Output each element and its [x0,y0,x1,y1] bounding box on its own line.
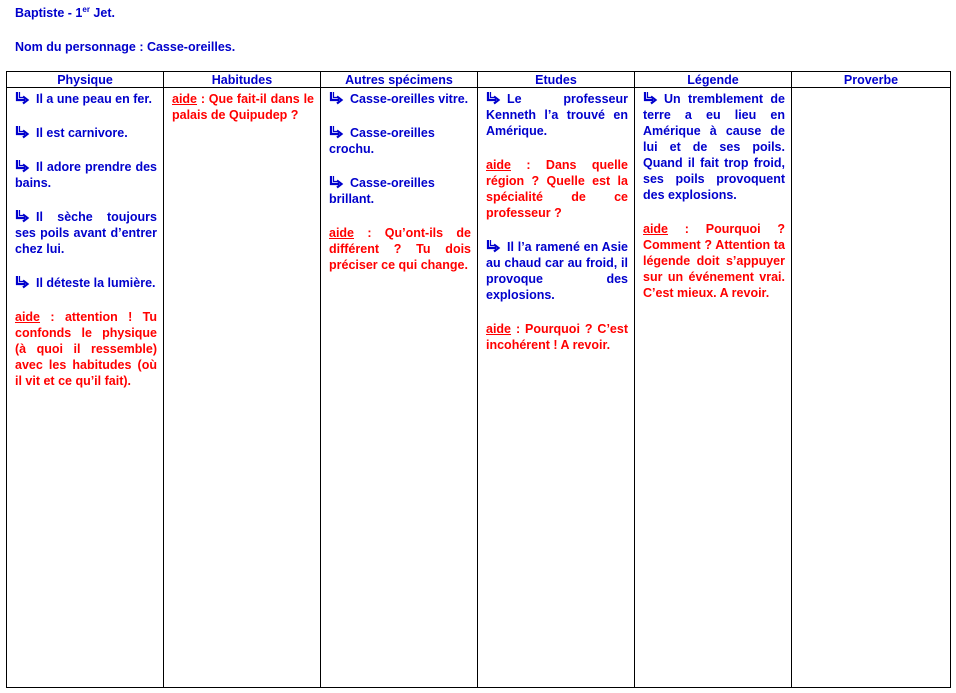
arrow-bullet-icon [329,91,344,105]
list-item: Casse-oreilles vitre. [329,91,471,107]
col-header-specimens: Autres spécimens [321,72,478,88]
character-name-line: Nom du personnage : Casse-oreilles. [15,40,236,54]
list-item: Il est carnivore. [15,125,157,141]
table-header-row [7,72,951,88]
list-item: Casse-oreilles brillant. [329,176,435,206]
aide-label: aide [643,222,669,236]
aide-comment: aide : Dans quelle région ? Quelle est la spécialité de ce professeur ? [486,158,628,220]
list-item: Le professeur Kenneth l’a trouvé en Amérique. [486,92,628,138]
aide-comment: aide : Pourquoi ? Comment ? Attention ta légende doit s’appuyer sur un événement vrai. C’est mieux. A revoir. [643,222,785,300]
arrow-bullet-icon [15,275,30,289]
arrow-bullet-icon [486,91,501,105]
arrow-bullet-icon [15,159,30,173]
cell-specimens [321,88,478,688]
list-item: Il l’a ramené en Asie au chaud car au froid, il provoque des explosions. [486,240,628,302]
arrow-bullet-icon [329,175,344,189]
character-table [6,71,951,688]
arrow-bullet-icon [329,125,344,139]
list-item: Casse-oreilles crochu. [329,126,435,156]
list-item: Il a une peau en fer. [15,91,157,107]
cell-physique [7,88,164,688]
arrow-bullet-icon [486,239,501,253]
aide-comment: aide : Qu’ont-ils de différent ? Tu dois préciser ce qui change. [329,226,471,272]
col-header-etudes: Etudes [478,72,635,88]
col-header-legende: Légende [635,72,792,88]
col-header-habitudes: Habitudes [164,72,321,88]
aide-comment: aide : attention ! Tu confonds le physique (à quoi il ressemble) avec les habitudes (où il vit et ce qu’il fait). [15,310,157,388]
arrow-bullet-icon [643,91,658,105]
arrow-bullet-icon [15,91,30,105]
doc-title-sup: er [82,4,90,14]
table-body-row [7,88,951,688]
aide-comment: aide : Pourquoi ? C’est incohérent ! A revoir. [486,322,628,352]
col-header-physique: Physique [7,72,164,88]
list-item: Il sèche toujours ses poils avant d’entrer chez lui. [15,210,157,256]
cell-habitudes [164,88,321,688]
doc-title: Baptiste - 1er Jet. [15,4,115,20]
col-header-proverbe: Proverbe [792,72,951,88]
aide-label: aide [486,158,512,172]
aide-label: aide [329,226,355,240]
list-item: Il adore prendre des bains. [15,160,157,190]
aide-comment: aide : Que fait-il dans le palais de Quipudep ? [172,92,314,122]
aide-label: aide [15,310,41,324]
arrow-bullet-icon [15,209,30,223]
aide-label: aide [486,322,512,336]
cell-etudes [478,88,635,688]
arrow-bullet-icon [15,125,30,139]
aide-label: aide [172,92,198,106]
cell-legende [635,88,792,688]
list-item: Il déteste la lumière. [15,275,157,291]
list-item: Un tremblement de terre a eu lieu en Amérique à cause de lui et de ses poils. Quand il fait trop froid, ses poils provoquent des explosions. [643,92,785,202]
cell-proverbe [792,88,951,688]
